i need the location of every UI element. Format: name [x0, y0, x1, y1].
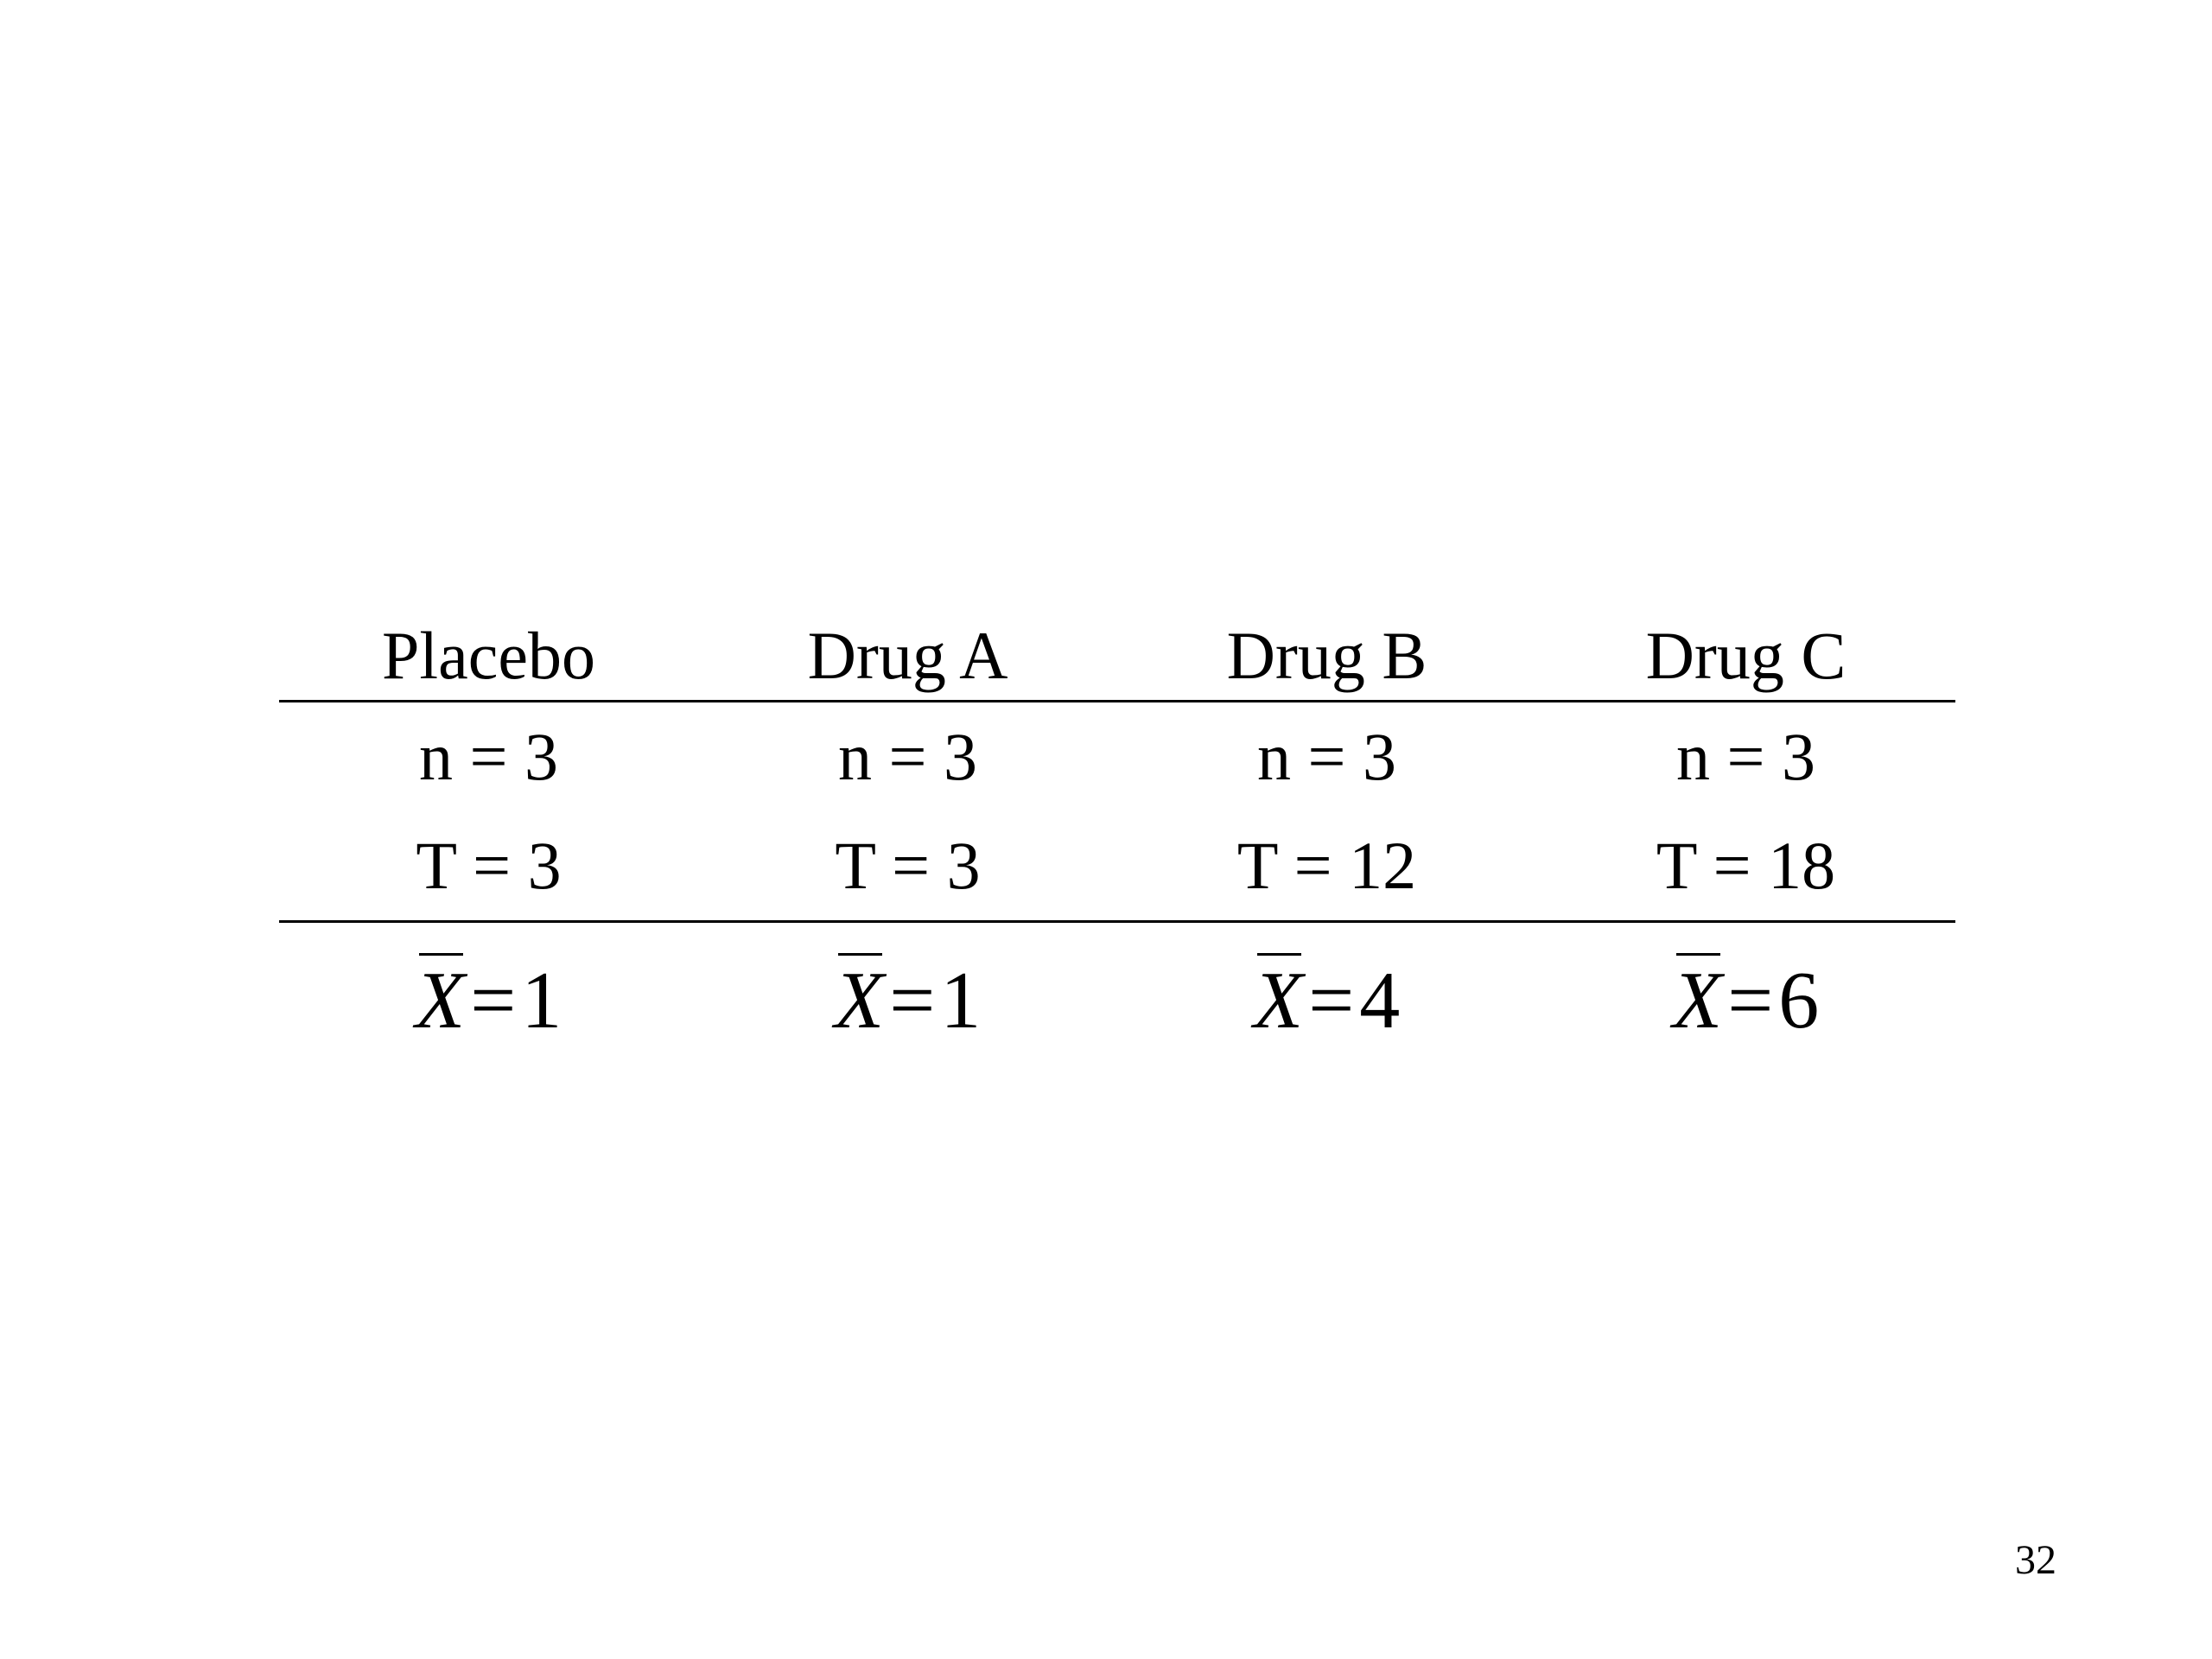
cell-n-placebo: n = 3 — [419, 719, 558, 794]
header-drug-a: Drug A — [807, 618, 1008, 693]
mean-value: 1 — [940, 956, 982, 1046]
mean-value: 1 — [521, 956, 563, 1046]
cell-mean-drug-a — [698, 956, 1117, 1046]
cell-t-placebo: T = 3 — [416, 828, 562, 903]
mean-value: 6 — [1778, 956, 1820, 1046]
table-row-t — [279, 811, 1955, 920]
equals-sign: = — [1727, 956, 1774, 1046]
cell-t-drug-c: T = 18 — [1656, 828, 1836, 903]
x-bar-symbol: X — [834, 956, 885, 1046]
page-number: 32 — [2015, 1537, 2056, 1583]
header-placebo: Placebo — [382, 618, 595, 693]
mean-value: 4 — [1359, 956, 1401, 1046]
cell-mean-drug-c — [1536, 956, 1955, 1046]
cell-t-drug-b: T = 12 — [1236, 828, 1417, 903]
header-drug-b: Drug B — [1226, 618, 1427, 693]
cell-mean-placebo — [279, 956, 698, 1046]
summary-table — [279, 605, 1955, 1070]
table-row-n — [279, 702, 1955, 811]
equals-sign: = — [470, 956, 517, 1046]
table-row-mean — [279, 931, 1955, 1070]
table-header-row — [279, 605, 1955, 700]
cell-n-drug-b: n = 3 — [1257, 719, 1396, 794]
bottom-rule — [279, 920, 1955, 923]
equals-sign: = — [889, 956, 936, 1046]
x-bar-symbol: X — [1253, 956, 1304, 1046]
cell-t-drug-a: T = 3 — [835, 828, 981, 903]
equals-sign: = — [1308, 956, 1355, 1046]
cell-mean-drug-b — [1117, 956, 1536, 1046]
cell-n-drug-a: n = 3 — [838, 719, 977, 794]
x-bar-symbol: X — [415, 956, 466, 1046]
x-bar-symbol: X — [1672, 956, 1723, 1046]
cell-n-drug-c: n = 3 — [1676, 719, 1815, 794]
header-drug-c: Drug C — [1645, 618, 1847, 693]
